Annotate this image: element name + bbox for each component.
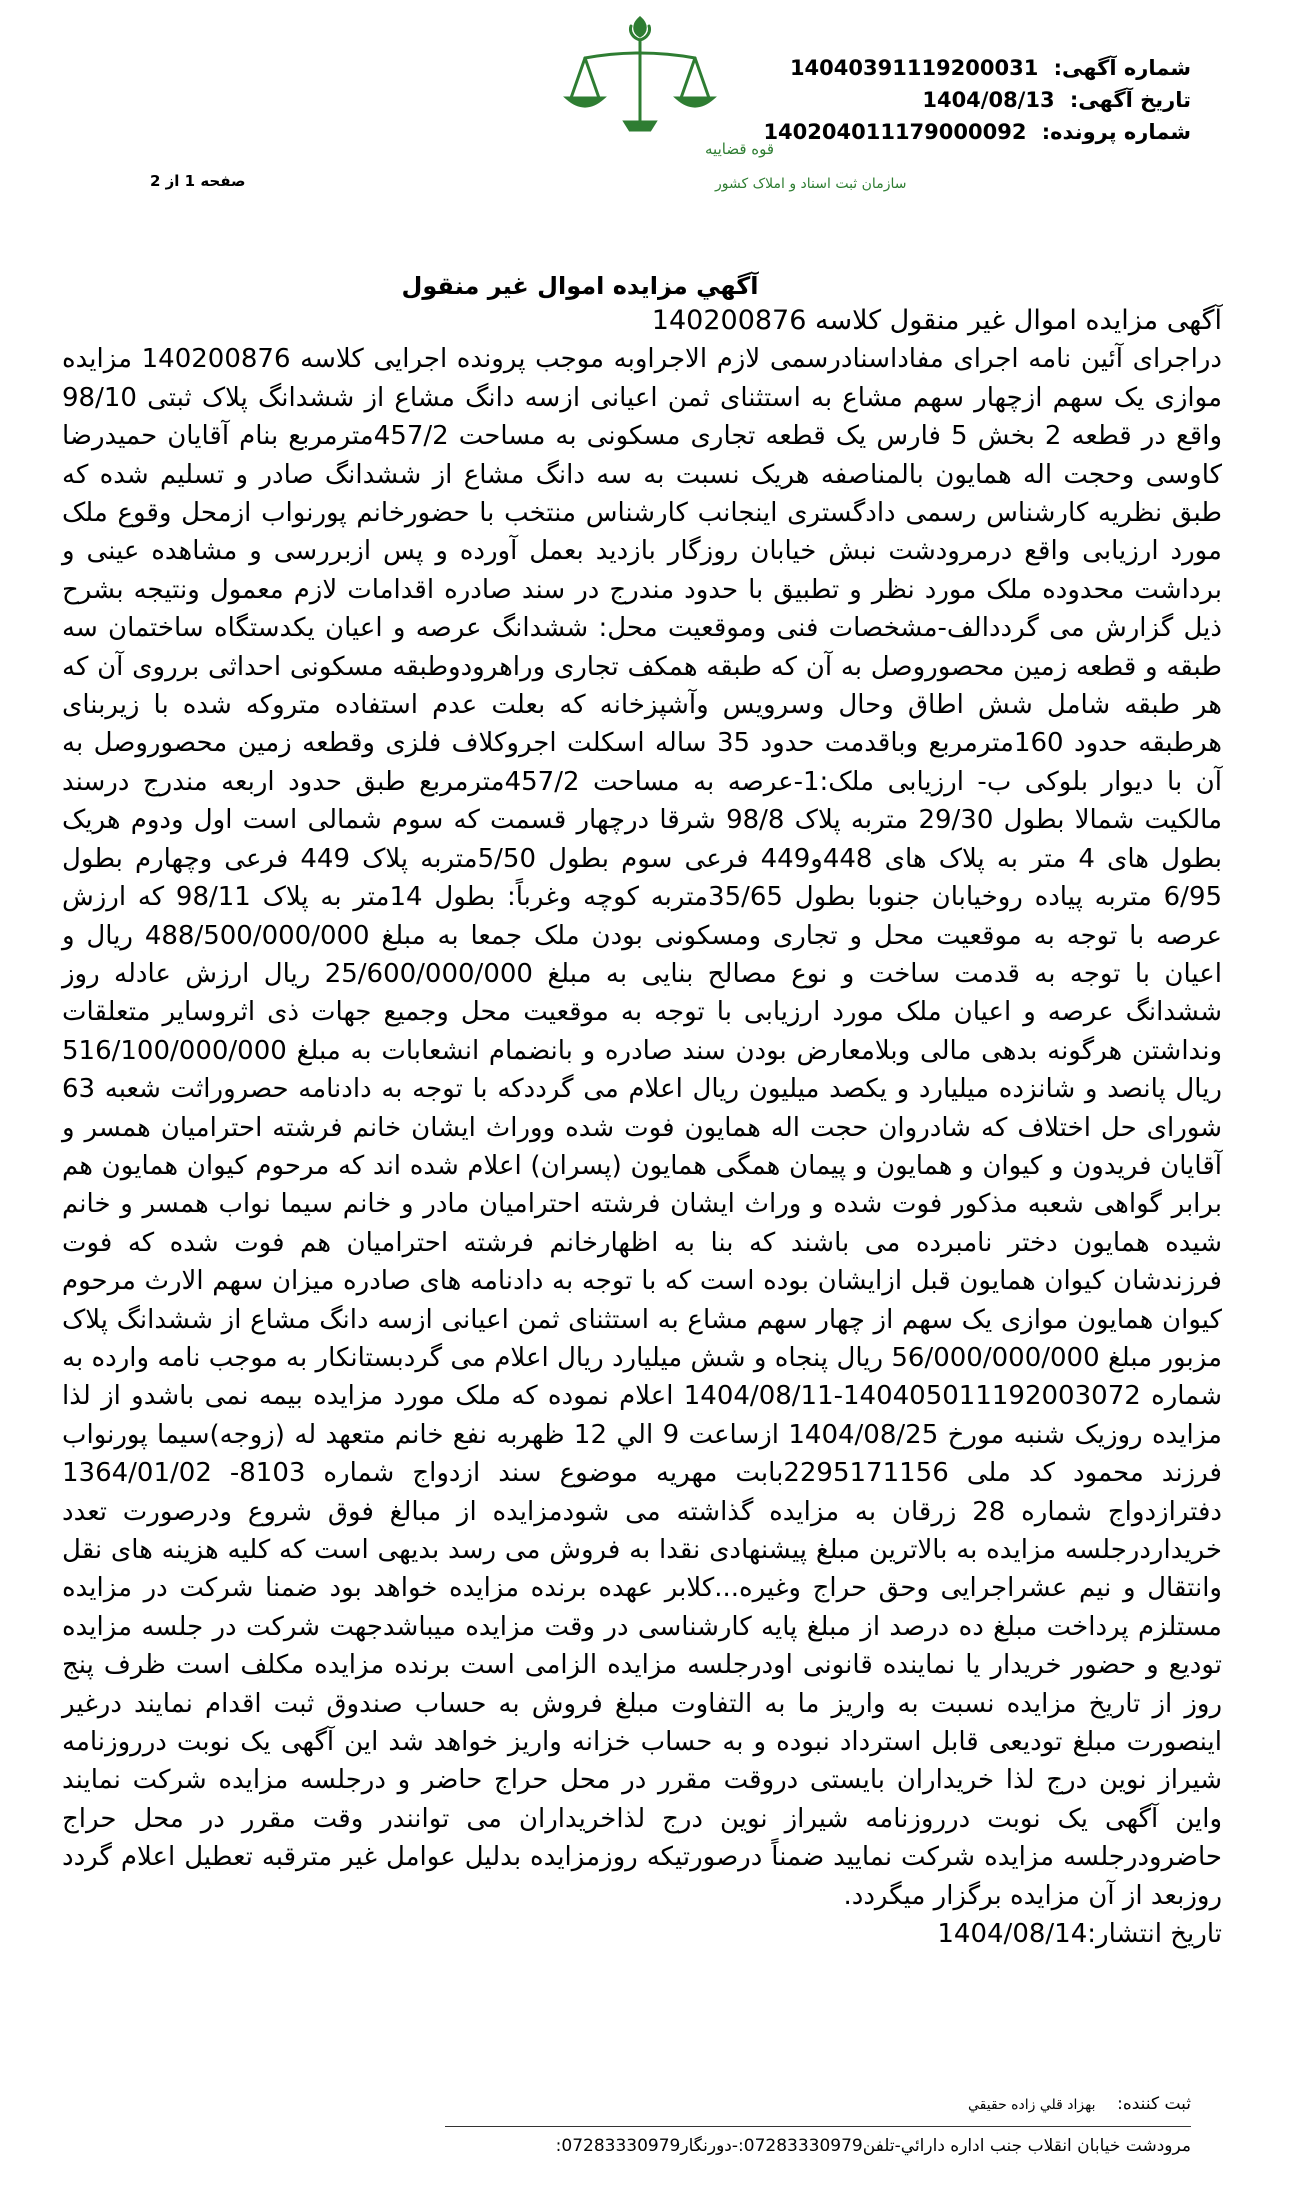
ad-number-label: شماره آگهی:	[1053, 56, 1191, 80]
case-number-row	[763, 116, 1191, 148]
publish-date-label: تاریخ انتشار:	[1087, 1919, 1222, 1950]
registrar-label: ثبت کننده:	[1117, 2094, 1191, 2114]
ad-body-text: دراجرای آئین نامه اجرای مفاداسنادرسمی لازم الاجراوبه موجب پرونده اجرایی کلاسه 140200876 مزایده موازی یک سهم ازچهار سهم مشاع به استثنای ثمن اعیانی ازسه دانگ مشاع از ششدانگ پلاک ثبتی 98/10 واقع در قطعه 2 بخش 5 فارس یک قطعه تجاری مسکونی به مساحت 457/2مترمربع بنام آقایان حمیدرضا کاوسی وحجت اله همایون بالمناصفه هریک نسبت به سه دانگ مشاع از ششدانگ صادر و تسلیم شده که طبق نظریه کارشناس رسمی دادگستری اینجانب کارشناس منتخب با حضورخانم پورنواب ازمحل وقوع ملک مورد ارزیابی واقع درمرودشت نبش خیابان روزگار بازدید بعمل آورده و پس ازبررسی و مشاهده عینی و برداشت محدوده ملک مورد نظر و تطبیق با حدود مندرج در سند صادره اقدامات لازم معمول ونتیجه بشرح ذیل گزارش می گرددالف-مشخصات فنی وموقعیت محل: ششدانگ عرصه و اعیان یکدستگاه ساختمان سه طبقه و قطعه زمین محصوروصل به آن که طبقه همکف تجاری وراهرودوطبقه مسکونی احداثی برروی آن که هر طبقه شامل شش اطاق وحال وسرویس وآشپزخانه که بعلت عدم استفاده متروکه شده با زیربنای هرطبقه حدود 160مترمربع وباقدمت حدود 35 ساله اسکلت اجروکلاف فلزی وقطعه زمین محصوروصل به آن با دیوار بلوکی ب- ارزیابی ملک:1-عرصه به مساحت 457/2مترمربع طبق حدود اربعه مندرج درسند مالکیت شمالا بطول 29/30 متربه پلاک 98/8 شرقا درچهار قسمت که سوم شمالی است اول ودوم هریک بطول های 4 متر به پلاک های 448و449 فرعی سوم بطول 5/50متربه پلاک 449 فرعی وچهارم بطول 6/95 متربه پیاده روخیابان جنوبا بطول 35/65متربه کوچه وغرباً: بطول 14متر به پلاک 98/11 که ارزش عرصه با توجه به موقعیت محل و تجاری ومسکونی بودن ملک جمعا به مبلغ 488/500/000/000 ریال و اعیان با توجه به قدمت ساخت و نوع مصالح بنایی به مبلغ 25/600/000/000 ریال ارزش عادله روز ششدانگ عرصه و اعیان ملک مورد ارزیابی با توجه به موقعیت محل وجمیع جهات ذی اثروسایر متعلقات ونداشتن هرگونه بدهی مالی وبلامعارض بودن سند صادره و بانضمام انشعابات به مبلغ 516/100/000/000 ریال پانصد و شانزده میلیارد و یکصد میلیون ریال اعلام می گرددکه با توجه به دادنامه حصروراثت شعبه 63 شورای حل اختلاف که شادروان حجت اله همایون فوت شده ووراث ایشان خانم فرشته احترامیان همسر و آقایان فریدون و کیوان و همایون و پیمان همگی همایون (پسران) اعلام شده اند که مرحوم کیوان همایون هم برابر گواهی شعبه مذکور فوت شده و وراث ایشان فرشته احترامیان مادر و خانم سیما نواب همسر و خانم شیده همایون دختر نامبرده می باشند که بنا به اظهارخانم فرشته احترامیان هم فوت شده که فوت فرزندشان کیوان همایون قبل ازایشان بوده است که با توجه به دادنامه های صادره میزان سهم الارث مرحوم کیوان همایون موازی یک سهم از چهار سهم مشاع به استثنای ثمن اعیانی ازسه دانگ مشاع از ششدانگ پلاک مزبور مبلغ 56/000/000/000 ریال پنجاه و شش میلیارد ریال اعلام می گردبستانکار به موجب نامه وارده به شماره 14040501119200307​2-1404/08/11 اعلام نموده که ملک مورد مزایده بیمه نمی باشدو از لذا مزایده روزیک شنبه مورخ 1404/08/25 ازساعت 9 الي 12 ظهربه نفع خانم متعهد له (زوجه)سیما پورنواب فرزند محمود کد ملی 2295171156بابت مهریه موضوع سند ازدواج شماره 8103- 1364/01/02 دفترازدواج شماره 28 زرقان به مزایده گذاشته می شودمزایده از مبالغ فوق شروع ودرصورت تعدد خریداردرجلسه مزایده به بالاترین مبلغ پیشنهادی نقدا به فروش می رسد بدیهی است که کلیه هزینه های نقل وانتقال و نیم عشراجرایی وحق حراج وغیره...کلابر عهده برنده مزایده خواهد بود ضمنا شرکت در مزایده مستلزم پرداخت مبلغ ده درصد از مبلغ پایه کارشناسی در وقت مزایده میباشدجهت شرکت در جلسه مزایده تودیع و حضور خریدار یا نماینده قانونی اودرجلسه مزایده الزامی است برنده مزایده مکلف است ظرف پنج روز از تاریخ مزایده نسبت به واریز ما به التفاوت مبلغ فروش به حساب صندوق ثبت اقدام نمایند درغیر اینصورت مبلغ تودیعی قابل استرداد نبوده و به حساب خزانه واریز خواهد شد این آگهی یک نوبت درروزنامه شیراز نوین درج لذا خریداران بایستی دروقت مقرر در محل حراج حاضر و درجلسه مزایده شرکت نمایند واین آگهی یک نوبت درروزنامه شیراز نوین درج لذاخریداران می توانندر وقت مقرر در محل حراج حاضرودرجلسه مزایده شرکت نمایید ضمناً درصورتیکه روزمزایده بدلیل عوامل غیر مترقبه تعطیل اعلام گردد روزبعد از آن مزایده برگزار میگردد.	[62, 344, 1223, 1911]
registrar-row	[968, 2094, 1191, 2114]
ad-date: 1404/08/13	[922, 88, 1055, 112]
emblem-org: سازمان ثبت اسناد و املاک کشور	[715, 176, 907, 192]
ad-number-row	[763, 52, 1191, 84]
footer-divider	[445, 2126, 1191, 2127]
ad-subtitle: آگهی مزایده اموال غیر منقول کلاسه 140200876	[651, 305, 1222, 336]
publish-date: 1404/08/14	[937, 1919, 1088, 1950]
ad-number: 14040391119200031	[789, 56, 1039, 80]
publish-date-row	[62, 1915, 1222, 1953]
ad-body	[62, 302, 1222, 1953]
ad-date-label: تاریخ آگهی:	[1069, 88, 1191, 112]
case-number: 14020401117900009​2	[763, 120, 1027, 144]
case-number-label: شماره پرونده:	[1041, 120, 1191, 144]
page-title: آگهي مزايده اموال غير منقول	[401, 272, 759, 300]
ad-meta	[763, 52, 1191, 148]
office-address: مرودشت خيابان انقلاب جنب اداره دارائي-تلفن07283330979:-دورنگار07283330979:	[555, 2136, 1191, 2156]
emblem-caption: قوه قضاییه	[705, 140, 775, 158]
registrar-name: بهزاد قلي زاده حقيقي	[968, 2097, 1096, 2113]
page-indicator: صفحه 1 از 2	[150, 172, 246, 190]
ad-date-row	[763, 84, 1191, 116]
